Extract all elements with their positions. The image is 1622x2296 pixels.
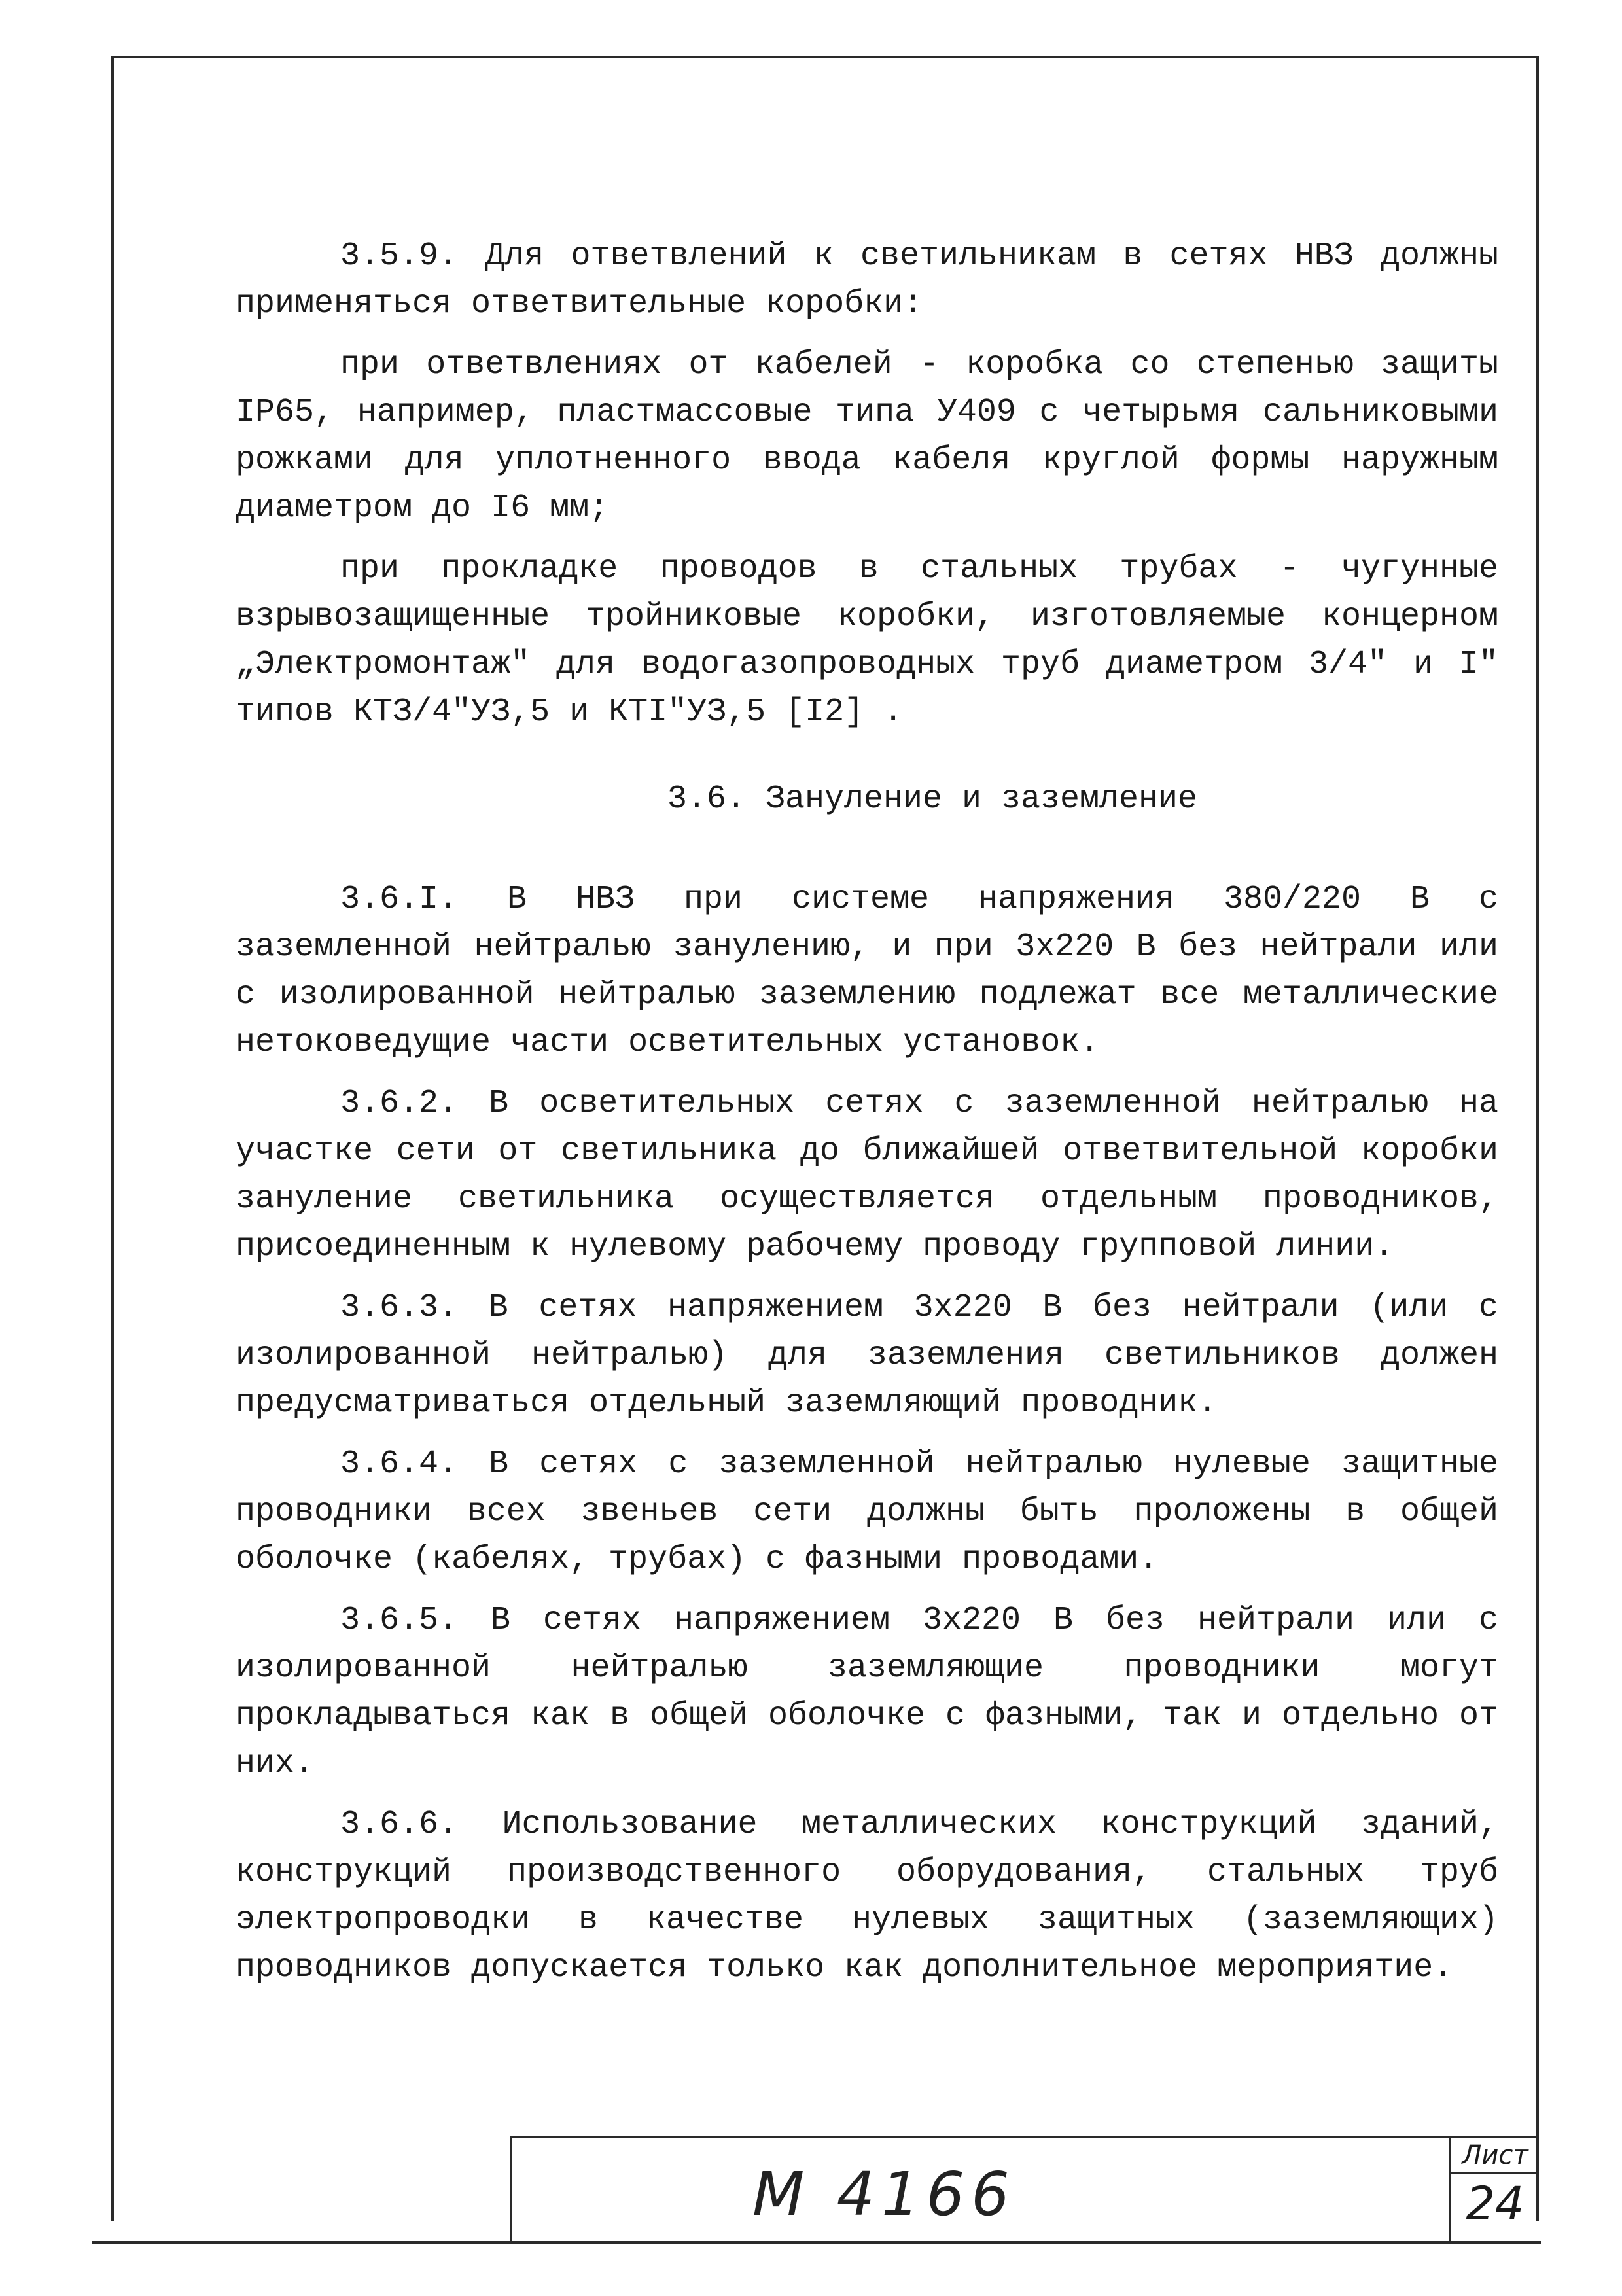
paragraph-3-6-4: 3.6.4. В сетях с заземленной нейтралью нулевые защитные проводники всех звеньев сети должны быть проложены в общей оболочке (кабелях, трубах) с фазными проводами. [236, 1445, 1498, 1578]
paragraph-3-6-1: 3.6.I. В НВЗ при системе напряжения 380/220 В с заземленной нейтралью занулению, и при 3х220 В без нейтрали или с изолированной нейтралью заземлению подлежат все металлические нетоковедущие части осветительных установок. [236, 881, 1498, 1061]
sheet-label: Лист [1451, 2136, 1539, 2174]
document-body [236, 232, 1498, 2005]
paragraph-cable-branches: при ответвлениях от кабелей - коробка со степенью защиты IP65, например, пластмассовые типа У409 с четырьмя сальниковыми рожками для уплотненного ввода кабеля круглой формы наружным диаметром до I6 мм; [236, 346, 1498, 527]
paragraph-3-6-3: 3.6.3. В сетях напряжением 3х220 В без нейтрали (или с изолированной нейтралью) для заземления светильников должен предусматриваться отдельный заземляющий проводник. [236, 1289, 1498, 1422]
sheet-number: 24 [1466, 2177, 1525, 2231]
paragraph-steel-pipes: при прокладке проводов в стальных трубах - чугунные взрывозащищенные тройниковые коробки, изготовляемые концерном „Электромонтаж" для водогазопроводных труб диаметром 3/4" и I" типов КТЗ/4"УЗ,5 и КТI"УЗ,5 [I2] . [236, 550, 1498, 731]
document-code: М 4166 [752, 2159, 1016, 2229]
frame-bottom-line [92, 2241, 1541, 2244]
title-block [510, 2136, 1539, 2241]
paragraph-3-6-2: 3.6.2. В осветительных сетях с заземленной нейтралью на участке сети от светильника до ближайшей ответвительной коробки зануление светильника осуществляется отдельным проводников, присоединенным к нулевому рабочему проводу групповой линии. [236, 1085, 1498, 1265]
paragraph-3-5-9: 3.5.9. Для ответвлений к светильникам в сетях НВЗ должны применяться ответвительные коробки: [236, 238, 1498, 323]
paragraph-3-6-6: 3.6.6. Использование металлических конструкций зданий, конструкций производственного оборудования, стальных труб электропроводки в качестве нулевых защитных (заземляющих) проводников допускается только как дополнительное мероприятие. [236, 1806, 1498, 1987]
section-heading: 3.6. Зануление и заземление [667, 781, 1198, 818]
sheet-number-box [1449, 2136, 1539, 2241]
paragraph-3-6-5: 3.6.5. В сетях напряжением 3х220 В без нейтрали или с изолированной нейтралью заземляющие проводники могут прокладываться как в общей оболочке с фазными, так и отдельно от них. [236, 1602, 1498, 1782]
